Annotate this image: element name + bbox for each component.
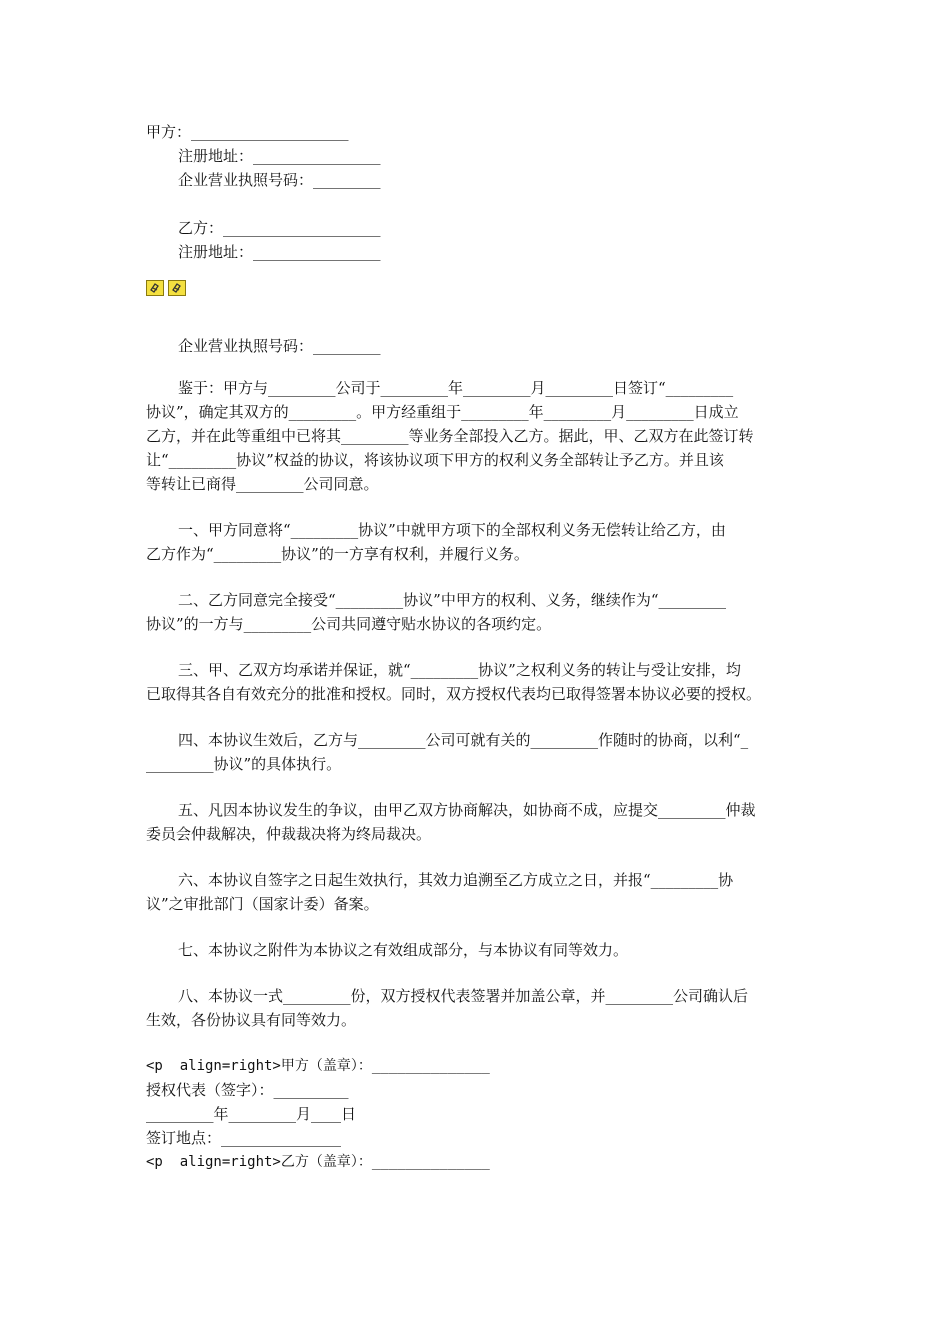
clause-line: 二、乙方同意完全接受“_________协议”中甲方的权利、义务，继续作为“_________ [178, 591, 727, 609]
clause-line: 三、甲、乙双方均承诺并保证，就“_________协议”之权利义务的转让与受让安排，均 [178, 661, 741, 679]
clause-8 [146, 984, 816, 1032]
whereas-line: 让“_________协议”权益的协议，将该协议项下甲方的权利义务全部转让予乙方。并且该 [146, 451, 724, 469]
link-icon[interactable] [168, 280, 186, 296]
signature-line: <p align=right>乙方（盖章）：______________ [146, 1154, 490, 1170]
signature-line: 授权代表（签字）：__________ [146, 1081, 349, 1099]
party-b-license-line: 企业营业执照号码：_________ [178, 337, 381, 355]
clause-2 [146, 588, 816, 636]
whereas-line: 乙方，并在此等重组中已将其_________等业务全部投入乙方。据此，甲、乙双方在此签订转 [146, 427, 754, 445]
clause-line: 协议”的一方与_________公司共同遵守贴水协议的各项约定。 [146, 615, 552, 633]
clause-1 [146, 518, 816, 566]
party-b-line: 乙方：_____________________ [178, 219, 381, 237]
clause-line: 已取得其各自有效充分的批准和授权。同时，双方授权代表均已取得签署本协议必要的授权。 [146, 685, 762, 703]
clause-line: 七、本协议之附件为本协议之有效组成部分，与本协议有同等效力。 [178, 941, 629, 959]
signature-line: <p align=right>甲方（盖章）：______________ [146, 1058, 490, 1074]
clause-7 [146, 938, 816, 962]
clause-line: 八、本协议一式_________份，双方授权代表签署并加盖公章，并_________公司确认后 [178, 987, 749, 1005]
clause-line: 生效，各份协议具有同等效力。 [146, 1011, 357, 1029]
clause-line: 四、本协议生效后，乙方与_________公司可就有关的_________作随时的协商，以利“_ [178, 731, 749, 749]
icon-row [146, 280, 816, 300]
link-icon[interactable] [146, 280, 164, 296]
clause-line: _________协议”的具体执行。 [146, 755, 342, 773]
whereas-line: 鉴于：甲方与_________公司于_________年_________月_________日签订“_________ [178, 379, 734, 397]
clause-line: 委员会仲裁解决，仲裁裁决将为终局裁决。 [146, 825, 432, 843]
whereas-line: 等转让已商得_________公司同意。 [146, 475, 379, 493]
whereas-paragraph [146, 376, 816, 496]
clause-line: 六、本协议自签字之日起生效执行，其效力追溯至乙方成立之日，并报“_________协 [178, 871, 734, 889]
clause-line: 一、甲方同意将“_________协议”中就甲方项下的全部权利义务无偿转让给乙方，由 [178, 521, 726, 539]
clause-4 [146, 728, 816, 776]
clause-6 [146, 868, 816, 916]
clause-5 [146, 798, 816, 846]
signature-line: _________年_________月____日 [146, 1105, 357, 1123]
signature-line: 签订地点：________________ [146, 1129, 342, 1147]
party-a-license-line: 企业营业执照号码：_________ [178, 171, 381, 189]
signature-block [146, 1054, 816, 1174]
whereas-line: 协议”，确定其双方的_________。甲方经重组于_________年_________月_________日成立 [146, 403, 739, 421]
document-body [146, 120, 816, 1174]
clause-line: 议”之审批部门（国家计委）备案。 [146, 895, 379, 913]
party-a-address-line: 注册地址：_________________ [178, 147, 381, 165]
party-a-line: 甲方：_____________________ [146, 123, 349, 141]
party-b-address-line: 注册地址：_________________ [178, 243, 381, 261]
clause-line: 乙方作为“_________协议”的一方享有权利，并履行义务。 [146, 545, 529, 563]
clause-line: 五、凡因本协议发生的争议，由甲乙双方协商解决，如协商不成，应提交_________仲裁 [178, 801, 756, 819]
clause-3 [146, 658, 816, 706]
